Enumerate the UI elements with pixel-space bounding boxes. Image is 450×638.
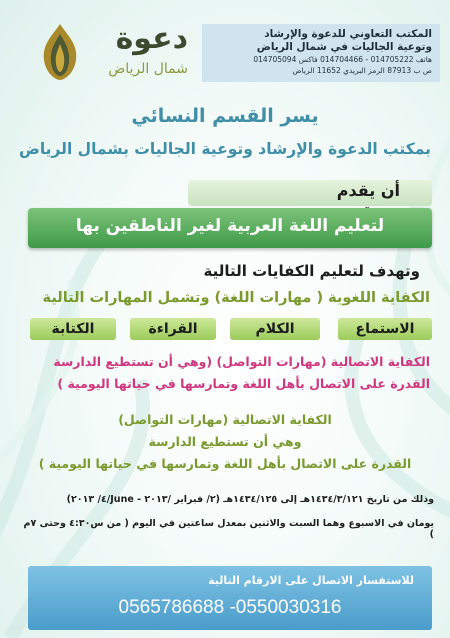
contact-label: للاستفسار الاتصال على الارقام التالية: [208, 574, 414, 587]
office-name-line2: وتوعية الجاليات في شمال الرياض: [256, 41, 432, 53]
communicative-competence-alt-line3: القدرة على الاتصال بأهل اللغة وتمارسها في حياتها اليومية ): [38, 456, 412, 471]
office-info-box: [202, 24, 440, 82]
communicative-competence-alt-line1: الكفاية الاتصالية (مهارات التواصل): [118, 412, 332, 427]
office-postal-address: ص ب 87913 الرمز البريدي 11652 الرياض: [292, 66, 432, 75]
intro-text: أن يقدم: [336, 181, 400, 200]
course-goal-heading: وتهدف لتعليم الكفايات التالية: [203, 262, 420, 280]
organization-logo: [30, 10, 190, 90]
course-weekly-schedule: يومان في الاسبوع وهما السبت والاثنين بمعدل ساعتين في اليوم ( من س٤:٣٠ وحتى ٧م ): [23, 518, 434, 540]
course-date-range: وذلك من تاريخ ١٤٣٤/٣/١٢١هـ إلى ١٤٣٤/١٢٥هـ (٢/ فبراير /٢٠١٣ - June/٤/ ٢٠١٣): [66, 494, 434, 505]
announcement-subheading: بمكتب الدعوة والإرشاد وتوعية الجاليات بشمال الرياض: [19, 140, 431, 158]
communicative-competence-line2: القدرة على الاتصال بأهل اللغة وتمارسها في حياتها اليومية ): [57, 376, 430, 391]
office-name-line1: المكتب التعاوني للدعوة والإرشاد: [264, 28, 432, 40]
communicative-competence-alt-line2: وهي أن تستطيع الدارسة: [148, 434, 302, 449]
logo-subtitle: شمال الرياض: [108, 61, 188, 77]
announcement-heading: يسر القسم النسائي: [131, 105, 319, 127]
skill-writing: الكتابة: [30, 318, 116, 340]
logo-name: دعوة: [115, 21, 188, 56]
skill-speaking: الكلام: [230, 318, 320, 340]
course-title: لتعليم اللغة العربية لغير الناطقين بها: [75, 216, 385, 236]
communicative-competence-line1: الكفاية الاتصالية (مهارات التواصل) (وهي أن تستطيع الدارسة: [53, 354, 430, 369]
skill-listening: الاستماع: [338, 318, 432, 340]
logo-flame-icon: [38, 22, 82, 82]
skill-reading: القراءة: [130, 318, 216, 340]
linguistic-competence-heading: الكفاية اللغوية ( مهارات اللغة) وتشمل المهارات التالية: [42, 290, 430, 306]
office-phone-fax: هاتف 014705222 - 014704466 فاكس 014705094: [253, 55, 432, 64]
contact-phone-numbers[interactable]: 0565786688 -0550030316: [118, 597, 342, 618]
